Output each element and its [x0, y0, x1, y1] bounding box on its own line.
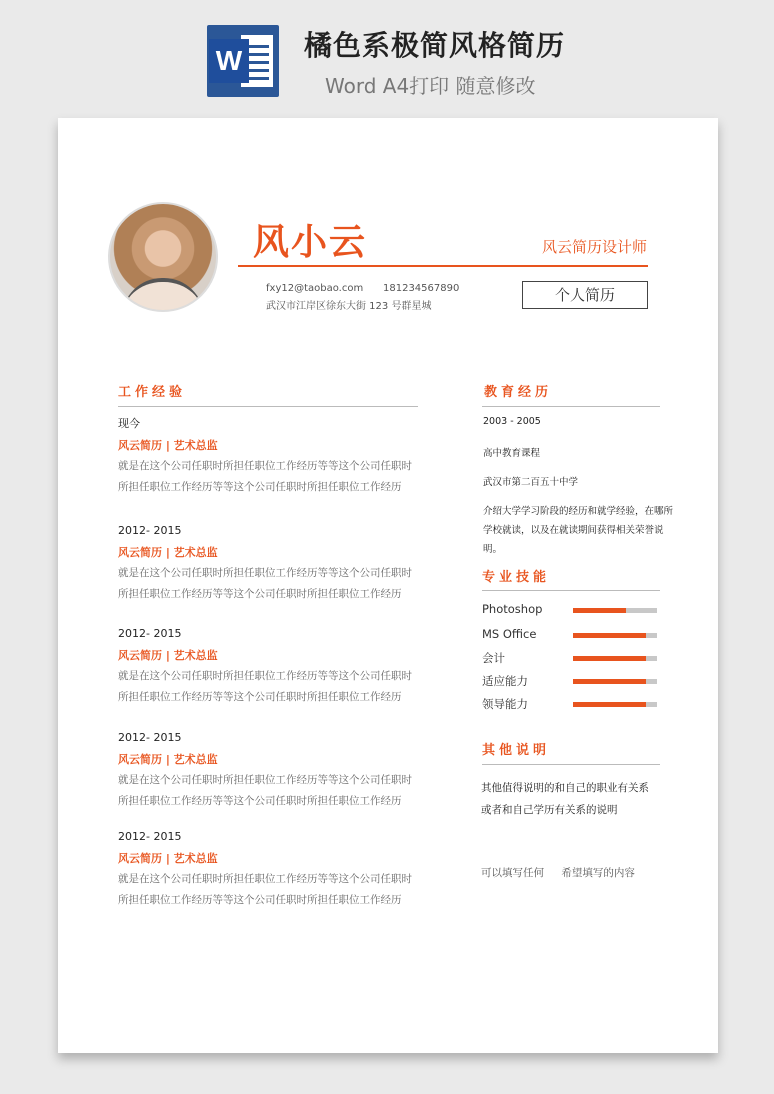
education-school: 武汉市第二百五十中学	[483, 477, 579, 488]
word-doc-icon	[207, 25, 279, 97]
skill-bar-fill	[573, 608, 626, 613]
skill-row	[482, 694, 662, 714]
skill-bar-fill	[573, 633, 646, 638]
job-entry	[118, 415, 438, 498]
skill-bar-fill	[573, 679, 646, 684]
job-role: 风云简历 | 艺术总监	[118, 753, 218, 766]
job-period: 2012- 2015	[118, 627, 182, 640]
job-desc: 就是在这个公司任职时所担任职位工作经历等等这个公司任职时 所担任职位工作经历等等这个公司任职时所担任职位工作经历	[118, 460, 412, 493]
job-entry	[118, 522, 438, 605]
banner-title: 橘色系极简风格简历	[304, 29, 566, 62]
work-section-title: 工作经验	[118, 385, 187, 400]
skill-label: Photoshop	[482, 602, 543, 616]
education-course: 高中教育课程	[483, 448, 541, 459]
skills-divider	[482, 590, 660, 591]
job-role: 风云简历 | 艺术总监	[118, 439, 218, 452]
skill-bar	[573, 656, 657, 661]
education-desc: 介绍大学学习阶段的经历和就学经验，在哪所 学校就读，以及在就读期间获得相关荣誉说 明。	[483, 506, 674, 555]
job-entry	[118, 729, 438, 812]
fill-hint: 可以填写任何 希望填写的内容	[481, 867, 635, 879]
header-divider	[238, 265, 648, 267]
job-period: 2012- 2015	[118, 524, 182, 537]
address: 武汉市江岸区徐东大街 123 号群星城	[266, 301, 432, 312]
education-divider	[482, 406, 660, 407]
other-section-title: 其他说明	[482, 743, 551, 758]
job-entry	[118, 828, 438, 911]
job-desc: 就是在这个公司任职时所担任职位工作经历等等这个公司任职时 所担任职位工作经历等等这个公司任职时所担任职位工作经历	[118, 567, 412, 600]
skill-row	[482, 625, 662, 645]
job-title: 风云简历设计师	[542, 238, 648, 256]
skill-label: 会计	[482, 651, 505, 665]
skill-row	[482, 600, 662, 620]
job-desc: 就是在这个公司任职时所担任职位工作经历等等这个公司任职时 所担任职位工作经历等等这个公司任职时所担任职位工作经历	[118, 670, 412, 703]
skill-bar	[573, 702, 657, 707]
job-period: 现今	[118, 417, 140, 430]
job-desc: 就是在这个公司任职时所担任职位工作经历等等这个公司任职时 所担任职位工作经历等等这个公司任职时所担任职位工作经历	[118, 873, 412, 906]
banner	[0, 0, 774, 110]
banner-subtitle: Word A4打印 随意修改	[325, 74, 536, 98]
skills-section-title: 专业技能	[482, 570, 551, 585]
skill-label: MS Office	[482, 627, 537, 641]
applicant-name: 风小云	[253, 222, 368, 263]
skill-bar-fill	[573, 702, 646, 707]
education-section-title: 教育经历	[484, 385, 553, 400]
work-divider	[118, 406, 418, 407]
skill-row	[482, 671, 662, 691]
job-period: 2012- 2015	[118, 830, 182, 843]
email: fxy12@taobao.com	[266, 283, 364, 294]
skill-bar-fill	[573, 656, 646, 661]
job-period: 2012- 2015	[118, 731, 182, 744]
resume-label-box: 个人简历	[522, 281, 648, 309]
phone: 181234567890	[383, 283, 460, 294]
skill-bar	[573, 633, 657, 638]
job-role: 风云简历 | 艺术总监	[118, 852, 218, 865]
skill-label: 领导能力	[482, 697, 528, 711]
job-role: 风云简历 | 艺术总监	[118, 546, 218, 559]
job-desc: 就是在这个公司任职时所担任职位工作经历等等这个公司任职时 所担任职位工作经历等等这个公司任职时所担任职位工作经历	[118, 774, 412, 807]
job-entry	[118, 625, 438, 708]
other-divider	[482, 764, 660, 765]
education-period: 2003 - 2005	[483, 416, 541, 427]
other-note: 其他值得说明的和自己的职业有关系 或者和自己学历有关系的说明	[481, 782, 649, 816]
avatar	[108, 202, 218, 312]
skill-row	[482, 648, 662, 668]
job-role: 风云简历 | 艺术总监	[118, 649, 218, 662]
resume-page	[58, 118, 718, 1053]
skill-bar	[573, 679, 657, 684]
word-logo-letter: W	[209, 39, 249, 83]
skill-bar	[573, 608, 657, 613]
skill-label: 适应能力	[482, 674, 528, 688]
